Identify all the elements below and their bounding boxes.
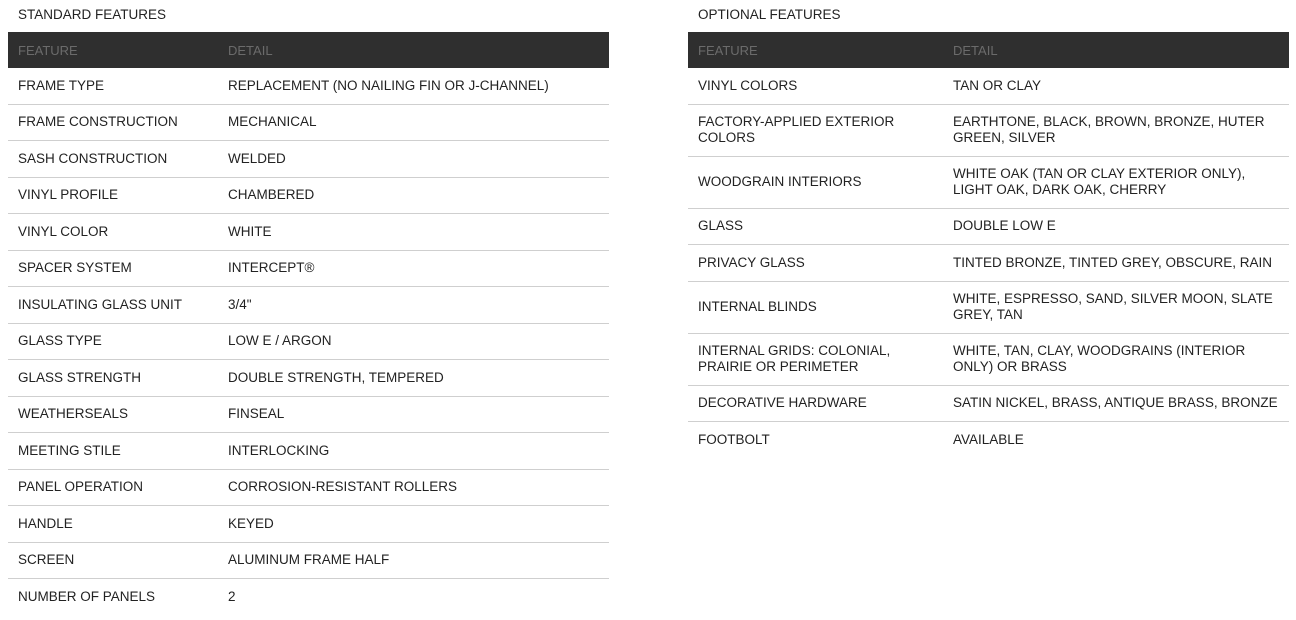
standard-features-table — [8, 32, 609, 615]
table-header-row — [688, 32, 1289, 68]
detail-cell: WELDED — [218, 141, 609, 178]
detail-cell: WHITE, TAN, CLAY, WOODGRAINS (INTERIOR ONLY) OR BRASS — [943, 333, 1289, 385]
table-row — [8, 214, 609, 251]
detail-cell: INTERCEPT® — [218, 250, 609, 287]
feature-cell: FRAME CONSTRUCTION — [8, 104, 218, 141]
standard-features-title: STANDARD FEATURES — [18, 7, 167, 22]
feature-cell: INTERNAL GRIDS: COLONIAL, PRAIRIE OR PERIMETER — [688, 333, 943, 385]
column-header-feature: FEATURE — [698, 42, 758, 58]
table-row — [8, 141, 609, 178]
detail-cell: EARTHTONE, BLACK, BROWN, BRONZE, HUTER GREEN, SILVER — [943, 104, 1289, 156]
detail-cell: MECHANICAL — [218, 104, 609, 141]
feature-cell: PRIVACY GLASS — [688, 245, 943, 282]
feature-cell: SCREEN — [8, 542, 218, 579]
table-row — [688, 104, 1289, 156]
table-header-row — [8, 32, 609, 68]
feature-cell: FRAME TYPE — [8, 68, 218, 104]
feature-cell: NUMBER OF PANELS — [18, 588, 156, 604]
table-row — [688, 68, 1289, 104]
table-row — [8, 287, 609, 324]
feature-cell: MEETING STILE — [8, 433, 218, 470]
feature-cell: VINYL PROFILE — [8, 177, 218, 214]
feature-cell: VINYL COLORS — [688, 68, 943, 104]
detail-cell: WHITE — [218, 214, 609, 251]
table-row — [8, 360, 609, 397]
detail-cell: CORROSION-RESISTANT ROLLERS — [218, 469, 609, 506]
feature-cell: GLASS — [688, 208, 943, 245]
feature-cell: VINYL COLOR — [8, 214, 218, 251]
table-row — [8, 433, 609, 470]
feature-cell: HANDLE — [8, 506, 218, 543]
table-row — [8, 104, 609, 141]
feature-cell: INSULATING GLASS UNIT — [8, 287, 218, 324]
table-row — [688, 385, 1289, 422]
detail-cell: 2 — [228, 588, 236, 604]
feature-cell: WEATHERSEALS — [8, 396, 218, 433]
feature-cell: PANEL OPERATION — [8, 469, 218, 506]
table-row — [688, 281, 1289, 333]
column-header-detail: DETAIL — [953, 42, 998, 58]
detail-cell: FINSEAL — [218, 396, 609, 433]
optional-features-panel — [688, 0, 1289, 458]
table-row — [8, 323, 609, 360]
table-row — [688, 156, 1289, 208]
detail-cell: 3/4" — [218, 287, 609, 324]
table-row — [688, 208, 1289, 245]
feature-cell: INTERNAL BLINDS — [688, 281, 943, 333]
feature-cell: SASH CONSTRUCTION — [8, 141, 218, 178]
detail-cell: DOUBLE LOW E — [943, 208, 1289, 245]
table-row — [688, 422, 1289, 458]
detail-cell: REPLACEMENT (NO NAILING FIN OR J-CHANNEL) — [218, 68, 609, 104]
feature-cell: WOODGRAIN INTERIORS — [688, 156, 943, 208]
table-row — [8, 396, 609, 433]
table-row — [8, 68, 609, 104]
table-row — [8, 250, 609, 287]
detail-cell: CHAMBERED — [218, 177, 609, 214]
table-row — [8, 177, 609, 214]
detail-cell: ALUMINUM FRAME HALF — [218, 542, 609, 579]
detail-cell: KEYED — [218, 506, 609, 543]
detail-cell: DOUBLE STRENGTH, TEMPERED — [218, 360, 609, 397]
table-row — [8, 506, 609, 543]
detail-cell: INTERLOCKING — [218, 433, 609, 470]
table-row — [8, 579, 609, 615]
detail-cell: TAN OR CLAY — [943, 68, 1289, 104]
column-header-detail: DETAIL — [228, 42, 273, 58]
feature-cell: FACTORY-APPLIED EXTERIOR COLORS — [688, 104, 943, 156]
table-row — [688, 333, 1289, 385]
feature-cell: GLASS TYPE — [8, 323, 218, 360]
detail-cell: SATIN NICKEL, BRASS, ANTIQUE BRASS, BRONZE — [943, 385, 1289, 422]
column-header-feature: FEATURE — [18, 42, 78, 58]
detail-cell: WHITE OAK (TAN OR CLAY EXTERIOR ONLY), LIGHT OAK, DARK OAK, CHERRY — [943, 156, 1289, 208]
detail-cell: WHITE, ESPRESSO, SAND, SILVER MOON, SLATE GREY, TAN — [943, 281, 1289, 333]
table-row — [8, 469, 609, 506]
detail-cell: AVAILABLE — [953, 431, 1024, 447]
feature-cell: SPACER SYSTEM — [8, 250, 218, 287]
feature-cell: DECORATIVE HARDWARE — [688, 385, 943, 422]
optional-features-title: OPTIONAL FEATURES — [698, 7, 841, 22]
detail-cell: TINTED BRONZE, TINTED GREY, OBSCURE, RAIN — [943, 245, 1289, 282]
feature-cell: FOOTBOLT — [698, 431, 770, 447]
table-row — [688, 245, 1289, 282]
standard-features-panel — [8, 0, 609, 615]
feature-cell: GLASS STRENGTH — [8, 360, 218, 397]
optional-features-table — [688, 32, 1289, 458]
detail-cell: LOW E / ARGON — [218, 323, 609, 360]
table-row — [8, 542, 609, 579]
